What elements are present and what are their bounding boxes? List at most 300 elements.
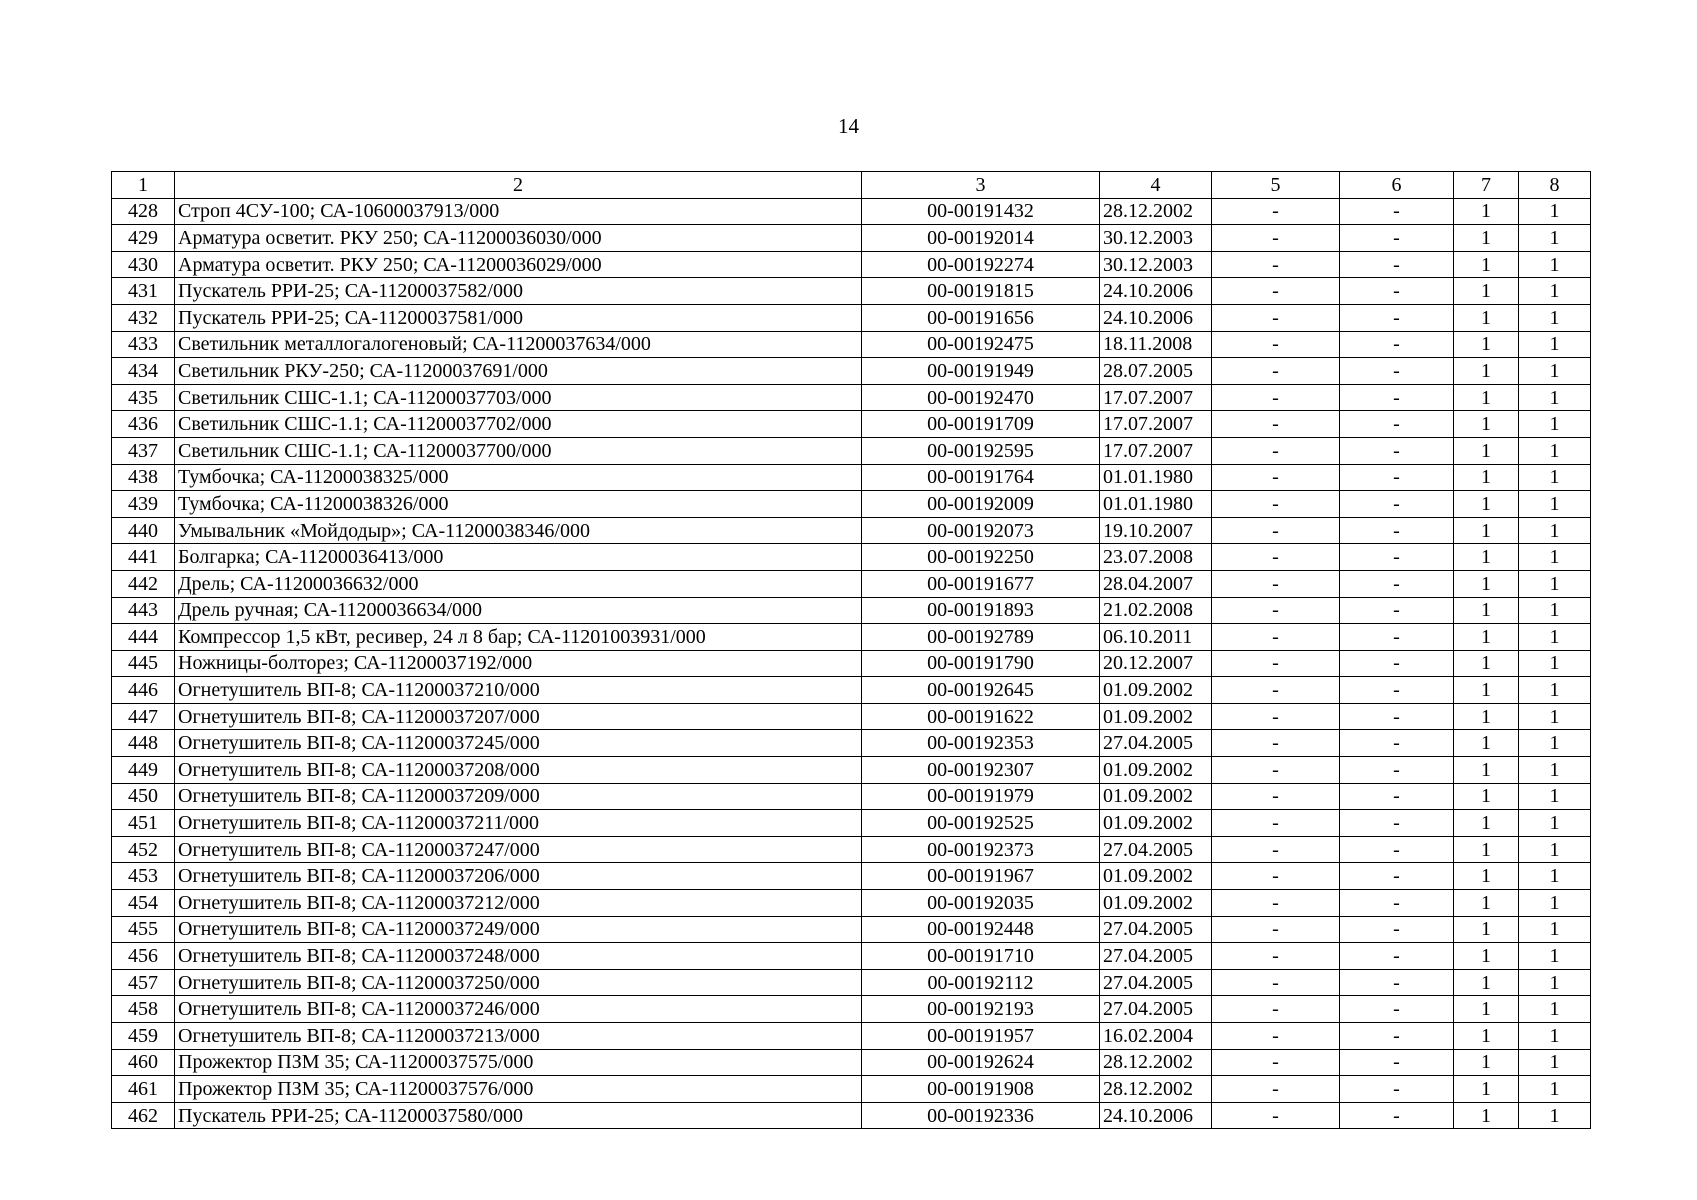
column-7-cell: 1	[1454, 810, 1519, 837]
table-row	[112, 251, 1591, 278]
inventory-code-cell: 00-00192112	[862, 969, 1100, 996]
inventory-code-cell: 00-00191709	[862, 411, 1100, 438]
column-8-cell: 1	[1519, 225, 1591, 252]
table-row	[112, 544, 1591, 571]
column-6-cell: -	[1340, 517, 1454, 544]
item-name-cell: Огнетушитель ВП-8; СА-11200037246/000	[175, 996, 862, 1023]
column-6-cell: -	[1340, 304, 1454, 331]
column-8-cell: 1	[1519, 358, 1591, 385]
column-6-cell: -	[1340, 544, 1454, 571]
inventory-code-cell: 00-00192250	[862, 544, 1100, 571]
row-number-cell: 431	[112, 278, 175, 305]
column-8-cell: 1	[1519, 570, 1591, 597]
column-5-cell: -	[1212, 198, 1340, 225]
column-7-cell: 1	[1454, 544, 1519, 571]
item-name-cell: Тумбочка; СА-11200038326/000	[175, 491, 862, 518]
column-5-cell: -	[1212, 278, 1340, 305]
column-6-cell: -	[1340, 863, 1454, 890]
column-8-cell: 1	[1519, 996, 1591, 1023]
column-8-cell: 1	[1519, 783, 1591, 810]
row-number-cell: 429	[112, 225, 175, 252]
column-header-8: 8	[1519, 172, 1591, 199]
inventory-code-cell: 00-00191957	[862, 1023, 1100, 1050]
item-name-cell: Прожектор ПЗМ 35; СА-11200037575/000	[175, 1049, 862, 1076]
column-6-cell: -	[1340, 916, 1454, 943]
column-5-cell: -	[1212, 969, 1340, 996]
column-6-cell: -	[1340, 411, 1454, 438]
column-header-4: 4	[1100, 172, 1212, 199]
column-8-cell: 1	[1519, 1076, 1591, 1103]
date-cell: 01.09.2002	[1100, 783, 1212, 810]
column-7-cell: 1	[1454, 863, 1519, 890]
inventory-code-cell: 00-00191656	[862, 304, 1100, 331]
row-number-cell: 430	[112, 251, 175, 278]
column-7-cell: 1	[1454, 890, 1519, 917]
column-7-cell: 1	[1454, 304, 1519, 331]
inventory-code-cell: 00-00192373	[862, 836, 1100, 863]
column-6-cell: -	[1340, 437, 1454, 464]
table-row	[112, 437, 1591, 464]
row-number-cell: 456	[112, 943, 175, 970]
item-name-cell: Огнетушитель ВП-8; СА-11200037207/000	[175, 703, 862, 730]
row-number-cell: 449	[112, 757, 175, 784]
date-cell: 01.09.2002	[1100, 677, 1212, 704]
date-cell: 24.10.2006	[1100, 1102, 1212, 1129]
row-number-cell: 434	[112, 358, 175, 385]
table-row	[112, 278, 1591, 305]
column-5-cell: -	[1212, 251, 1340, 278]
date-cell: 01.09.2002	[1100, 810, 1212, 837]
table-row	[112, 491, 1591, 518]
inventory-code-cell: 00-00191432	[862, 198, 1100, 225]
table-row	[112, 1102, 1591, 1129]
column-7-cell: 1	[1454, 783, 1519, 810]
column-8-cell: 1	[1519, 1049, 1591, 1076]
date-cell: 19.10.2007	[1100, 517, 1212, 544]
row-number-cell: 451	[112, 810, 175, 837]
date-cell: 28.12.2002	[1100, 1049, 1212, 1076]
column-6-cell: -	[1340, 677, 1454, 704]
column-5-cell: -	[1212, 304, 1340, 331]
column-8-cell: 1	[1519, 943, 1591, 970]
column-6-cell: -	[1340, 810, 1454, 837]
column-6-cell: -	[1340, 783, 1454, 810]
column-6-cell: -	[1340, 225, 1454, 252]
column-6-cell: -	[1340, 278, 1454, 305]
table-row	[112, 996, 1591, 1023]
row-number-cell: 436	[112, 411, 175, 438]
column-7-cell: 1	[1454, 624, 1519, 651]
table-row	[112, 703, 1591, 730]
column-7-cell: 1	[1454, 1076, 1519, 1103]
inventory-code-cell: 00-00192470	[862, 384, 1100, 411]
date-cell: 21.02.2008	[1100, 597, 1212, 624]
date-cell: 27.04.2005	[1100, 996, 1212, 1023]
row-number-cell: 460	[112, 1049, 175, 1076]
item-name-cell: Огнетушитель ВП-8; СА-11200037209/000	[175, 783, 862, 810]
header-row	[112, 172, 1591, 199]
row-number-cell: 442	[112, 570, 175, 597]
item-name-cell: Строп 4СУ-100; СА-10600037913/000	[175, 198, 862, 225]
inventory-code-cell: 00-00192789	[862, 624, 1100, 651]
column-7-cell: 1	[1454, 517, 1519, 544]
table-row	[112, 836, 1591, 863]
row-number-cell: 437	[112, 437, 175, 464]
date-cell: 30.12.2003	[1100, 251, 1212, 278]
column-5-cell: -	[1212, 437, 1340, 464]
item-name-cell: Огнетушитель ВП-8; СА-11200037212/000	[175, 890, 862, 917]
column-7-cell: 1	[1454, 650, 1519, 677]
item-name-cell: Умывальник «Мойдодыр»; СА-11200038346/000	[175, 517, 862, 544]
inventory-code-cell: 00-00192073	[862, 517, 1100, 544]
row-number-cell: 443	[112, 597, 175, 624]
row-number-cell: 441	[112, 544, 175, 571]
column-5-cell: -	[1212, 916, 1340, 943]
row-number-cell: 433	[112, 331, 175, 358]
item-name-cell: Огнетушитель ВП-8; СА-11200037249/000	[175, 916, 862, 943]
item-name-cell: Огнетушитель ВП-8; СА-11200037213/000	[175, 1023, 862, 1050]
date-cell: 24.10.2006	[1100, 304, 1212, 331]
row-number-cell: 445	[112, 650, 175, 677]
row-number-cell: 457	[112, 969, 175, 996]
date-cell: 20.12.2007	[1100, 650, 1212, 677]
table-row	[112, 1076, 1591, 1103]
item-name-cell: Огнетушитель ВП-8; СА-11200037248/000	[175, 943, 862, 970]
inventory-code-cell: 00-00191979	[862, 783, 1100, 810]
column-6-cell: -	[1340, 836, 1454, 863]
column-header-2: 2	[175, 172, 862, 199]
column-8-cell: 1	[1519, 411, 1591, 438]
item-name-cell: Прожектор ПЗМ 35; СА-11200037576/000	[175, 1076, 862, 1103]
column-7-cell: 1	[1454, 677, 1519, 704]
column-8-cell: 1	[1519, 650, 1591, 677]
item-name-cell: Огнетушитель ВП-8; СА-11200037206/000	[175, 863, 862, 890]
date-cell: 16.02.2004	[1100, 1023, 1212, 1050]
column-7-cell: 1	[1454, 411, 1519, 438]
column-6-cell: -	[1340, 943, 1454, 970]
column-6-cell: -	[1340, 650, 1454, 677]
inventory-code-cell: 00-00192448	[862, 916, 1100, 943]
column-6-cell: -	[1340, 969, 1454, 996]
inventory-code-cell: 00-00191967	[862, 863, 1100, 890]
date-cell: 01.09.2002	[1100, 863, 1212, 890]
table-row	[112, 304, 1591, 331]
row-number-cell: 444	[112, 624, 175, 651]
inventory-code-cell: 00-00192595	[862, 437, 1100, 464]
column-6-cell: -	[1340, 570, 1454, 597]
row-number-cell: 455	[112, 916, 175, 943]
column-5-cell: -	[1212, 517, 1340, 544]
column-7-cell: 1	[1454, 836, 1519, 863]
table-row	[112, 916, 1591, 943]
table-row	[112, 730, 1591, 757]
column-7-cell: 1	[1454, 703, 1519, 730]
item-name-cell: Ножницы-болторез; СА-11200037192/000	[175, 650, 862, 677]
column-8-cell: 1	[1519, 491, 1591, 518]
row-number-cell: 446	[112, 677, 175, 704]
column-7-cell: 1	[1454, 198, 1519, 225]
item-name-cell: Огнетушитель ВП-8; СА-11200037208/000	[175, 757, 862, 784]
column-5-cell: -	[1212, 464, 1340, 491]
column-5-cell: -	[1212, 650, 1340, 677]
column-8-cell: 1	[1519, 677, 1591, 704]
inventory-code-cell: 00-00192014	[862, 225, 1100, 252]
column-5-cell: -	[1212, 624, 1340, 651]
column-8-cell: 1	[1519, 810, 1591, 837]
column-5-cell: -	[1212, 358, 1340, 385]
item-name-cell: Арматура осветит. РКУ 250; СА-11200036029/000	[175, 251, 862, 278]
column-6-cell: -	[1340, 464, 1454, 491]
date-cell: 17.07.2007	[1100, 384, 1212, 411]
column-8-cell: 1	[1519, 863, 1591, 890]
inventory-code-cell: 00-00191949	[862, 358, 1100, 385]
column-8-cell: 1	[1519, 464, 1591, 491]
table-row	[112, 677, 1591, 704]
date-cell: 28.12.2002	[1100, 1076, 1212, 1103]
table-row	[112, 863, 1591, 890]
column-6-cell: -	[1340, 757, 1454, 784]
table-row	[112, 969, 1591, 996]
column-6-cell: -	[1340, 251, 1454, 278]
date-cell: 28.04.2007	[1100, 570, 1212, 597]
column-6-cell: -	[1340, 597, 1454, 624]
column-5-cell: -	[1212, 703, 1340, 730]
date-cell: 01.09.2002	[1100, 703, 1212, 730]
column-7-cell: 1	[1454, 996, 1519, 1023]
item-name-cell: Дрель; СА-11200036632/000	[175, 570, 862, 597]
column-7-cell: 1	[1454, 278, 1519, 305]
table-row	[112, 1049, 1591, 1076]
item-name-cell: Огнетушитель ВП-8; СА-11200037245/000	[175, 730, 862, 757]
inventory-code-cell: 00-00191677	[862, 570, 1100, 597]
column-5-cell: -	[1212, 331, 1340, 358]
table-row	[112, 783, 1591, 810]
date-cell: 27.04.2005	[1100, 916, 1212, 943]
column-7-cell: 1	[1454, 943, 1519, 970]
column-7-cell: 1	[1454, 225, 1519, 252]
table-body	[112, 198, 1591, 1129]
inventory-code-cell: 00-00192525	[862, 810, 1100, 837]
column-5-cell: -	[1212, 225, 1340, 252]
column-5-cell: -	[1212, 1023, 1340, 1050]
inventory-code-cell: 00-00191622	[862, 703, 1100, 730]
date-cell: 17.07.2007	[1100, 411, 1212, 438]
item-name-cell: Дрель ручная; СА-11200036634/000	[175, 597, 862, 624]
column-7-cell: 1	[1454, 251, 1519, 278]
inventory-code-cell: 00-00192274	[862, 251, 1100, 278]
inventory-code-cell: 00-00192307	[862, 757, 1100, 784]
row-number-cell: 462	[112, 1102, 175, 1129]
row-number-cell: 454	[112, 890, 175, 917]
column-8-cell: 1	[1519, 278, 1591, 305]
row-number-cell: 450	[112, 783, 175, 810]
column-7-cell: 1	[1454, 1102, 1519, 1129]
item-name-cell: Огнетушитель ВП-8; СА-11200037247/000	[175, 836, 862, 863]
column-8-cell: 1	[1519, 1023, 1591, 1050]
column-6-cell: -	[1340, 384, 1454, 411]
inventory-code-cell: 00-00192193	[862, 996, 1100, 1023]
item-name-cell: Пускатель РРИ-25; СА-11200037582/000	[175, 278, 862, 305]
column-8-cell: 1	[1519, 730, 1591, 757]
column-5-cell: -	[1212, 1102, 1340, 1129]
date-cell: 28.12.2002	[1100, 198, 1212, 225]
item-name-cell: Арматура осветит. РКУ 250; СА-11200036030/000	[175, 225, 862, 252]
date-cell: 28.07.2005	[1100, 358, 1212, 385]
column-8-cell: 1	[1519, 757, 1591, 784]
item-name-cell: Светильник СШС-1.1; СА-11200037702/000	[175, 411, 862, 438]
column-6-cell: -	[1340, 624, 1454, 651]
column-5-cell: -	[1212, 730, 1340, 757]
column-header-5: 5	[1212, 172, 1340, 199]
item-name-cell: Светильник РКУ-250; СА-11200037691/000	[175, 358, 862, 385]
column-7-cell: 1	[1454, 969, 1519, 996]
row-number-cell: 453	[112, 863, 175, 890]
column-8-cell: 1	[1519, 703, 1591, 730]
row-number-cell: 461	[112, 1076, 175, 1103]
table-row	[112, 464, 1591, 491]
column-7-cell: 1	[1454, 1023, 1519, 1050]
column-7-cell: 1	[1454, 464, 1519, 491]
column-5-cell: -	[1212, 1076, 1340, 1103]
inventory-code-cell: 00-00192645	[862, 677, 1100, 704]
inventory-table	[111, 171, 1591, 1129]
column-8-cell: 1	[1519, 304, 1591, 331]
date-cell: 30.12.2003	[1100, 225, 1212, 252]
inventory-code-cell: 00-00191764	[862, 464, 1100, 491]
row-number-cell: 435	[112, 384, 175, 411]
column-8-cell: 1	[1519, 890, 1591, 917]
column-8-cell: 1	[1519, 544, 1591, 571]
column-8-cell: 1	[1519, 198, 1591, 225]
row-number-cell: 439	[112, 491, 175, 518]
date-cell: 01.09.2002	[1100, 757, 1212, 784]
column-7-cell: 1	[1454, 384, 1519, 411]
row-number-cell: 447	[112, 703, 175, 730]
inventory-code-cell: 00-00192624	[862, 1049, 1100, 1076]
inventory-code-cell: 00-00192353	[862, 730, 1100, 757]
inventory-code-cell: 00-00191908	[862, 1076, 1100, 1103]
column-7-cell: 1	[1454, 331, 1519, 358]
date-cell: 18.11.2008	[1100, 331, 1212, 358]
column-5-cell: -	[1212, 491, 1340, 518]
table-row	[112, 358, 1591, 385]
table-row	[112, 624, 1591, 651]
column-6-cell: -	[1340, 890, 1454, 917]
inventory-code-cell: 00-00192035	[862, 890, 1100, 917]
inventory-code-cell: 00-00191790	[862, 650, 1100, 677]
inventory-code-cell: 00-00191815	[862, 278, 1100, 305]
inventory-code-cell: 00-00192336	[862, 1102, 1100, 1129]
column-5-cell: -	[1212, 996, 1340, 1023]
column-6-cell: -	[1340, 996, 1454, 1023]
date-cell: 23.07.2008	[1100, 544, 1212, 571]
item-name-cell: Светильник СШС-1.1; СА-11200037703/000	[175, 384, 862, 411]
column-6-cell: -	[1340, 1076, 1454, 1103]
date-cell: 17.07.2007	[1100, 437, 1212, 464]
column-8-cell: 1	[1519, 517, 1591, 544]
item-name-cell: Пускатель РРИ-25; СА-11200037580/000	[175, 1102, 862, 1129]
column-header-3: 3	[862, 172, 1100, 199]
column-8-cell: 1	[1519, 437, 1591, 464]
table-row	[112, 597, 1591, 624]
column-5-cell: -	[1212, 863, 1340, 890]
inventory-code-cell: 00-00191893	[862, 597, 1100, 624]
column-5-cell: -	[1212, 836, 1340, 863]
table-row	[112, 810, 1591, 837]
table-row	[112, 570, 1591, 597]
item-name-cell: Светильник металлогалогеновый; СА-11200037634/000	[175, 331, 862, 358]
table-row	[112, 650, 1591, 677]
column-7-cell: 1	[1454, 491, 1519, 518]
item-name-cell: Компрессор 1,5 кВт, ресивер, 24 л 8 бар; СА-11201003931/000	[175, 624, 862, 651]
column-8-cell: 1	[1519, 331, 1591, 358]
column-6-cell: -	[1340, 1023, 1454, 1050]
column-header-1: 1	[112, 172, 175, 199]
column-5-cell: -	[1212, 810, 1340, 837]
inventory-code-cell: 00-00191710	[862, 943, 1100, 970]
page-number: 14	[838, 114, 859, 138]
row-number-cell: 428	[112, 198, 175, 225]
date-cell: 27.04.2005	[1100, 969, 1212, 996]
date-cell: 27.04.2005	[1100, 730, 1212, 757]
table-header	[112, 172, 1591, 199]
table-row	[112, 757, 1591, 784]
row-number-cell: 452	[112, 836, 175, 863]
column-8-cell: 1	[1519, 251, 1591, 278]
column-5-cell: -	[1212, 384, 1340, 411]
row-number-cell: 458	[112, 996, 175, 1023]
column-8-cell: 1	[1519, 384, 1591, 411]
column-7-cell: 1	[1454, 916, 1519, 943]
column-6-cell: -	[1340, 1102, 1454, 1129]
column-6-cell: -	[1340, 358, 1454, 385]
column-5-cell: -	[1212, 677, 1340, 704]
table-row	[112, 411, 1591, 438]
column-5-cell: -	[1212, 544, 1340, 571]
table-row	[112, 331, 1591, 358]
column-6-cell: -	[1340, 491, 1454, 518]
inventory-code-cell: 00-00192009	[862, 491, 1100, 518]
date-cell: 24.10.2006	[1100, 278, 1212, 305]
column-6-cell: -	[1340, 331, 1454, 358]
column-6-cell: -	[1340, 1049, 1454, 1076]
column-7-cell: 1	[1454, 570, 1519, 597]
date-cell: 06.10.2011	[1100, 624, 1212, 651]
table-row	[112, 890, 1591, 917]
date-cell: 27.04.2005	[1100, 943, 1212, 970]
item-name-cell: Болгарка; СА-11200036413/000	[175, 544, 862, 571]
column-8-cell: 1	[1519, 624, 1591, 651]
date-cell: 01.01.1980	[1100, 491, 1212, 518]
column-5-cell: -	[1212, 783, 1340, 810]
column-8-cell: 1	[1519, 969, 1591, 996]
table-row	[112, 198, 1591, 225]
inventory-code-cell: 00-00192475	[862, 331, 1100, 358]
date-cell: 01.09.2002	[1100, 890, 1212, 917]
column-header-7: 7	[1454, 172, 1519, 199]
table-row	[112, 225, 1591, 252]
column-6-cell: -	[1340, 703, 1454, 730]
date-cell: 27.04.2005	[1100, 836, 1212, 863]
column-5-cell: -	[1212, 597, 1340, 624]
column-7-cell: 1	[1454, 757, 1519, 784]
column-6-cell: -	[1340, 730, 1454, 757]
column-5-cell: -	[1212, 570, 1340, 597]
column-7-cell: 1	[1454, 1049, 1519, 1076]
item-name-cell: Огнетушитель ВП-8; СА-11200037250/000	[175, 969, 862, 996]
column-5-cell: -	[1212, 1049, 1340, 1076]
column-6-cell: -	[1340, 198, 1454, 225]
